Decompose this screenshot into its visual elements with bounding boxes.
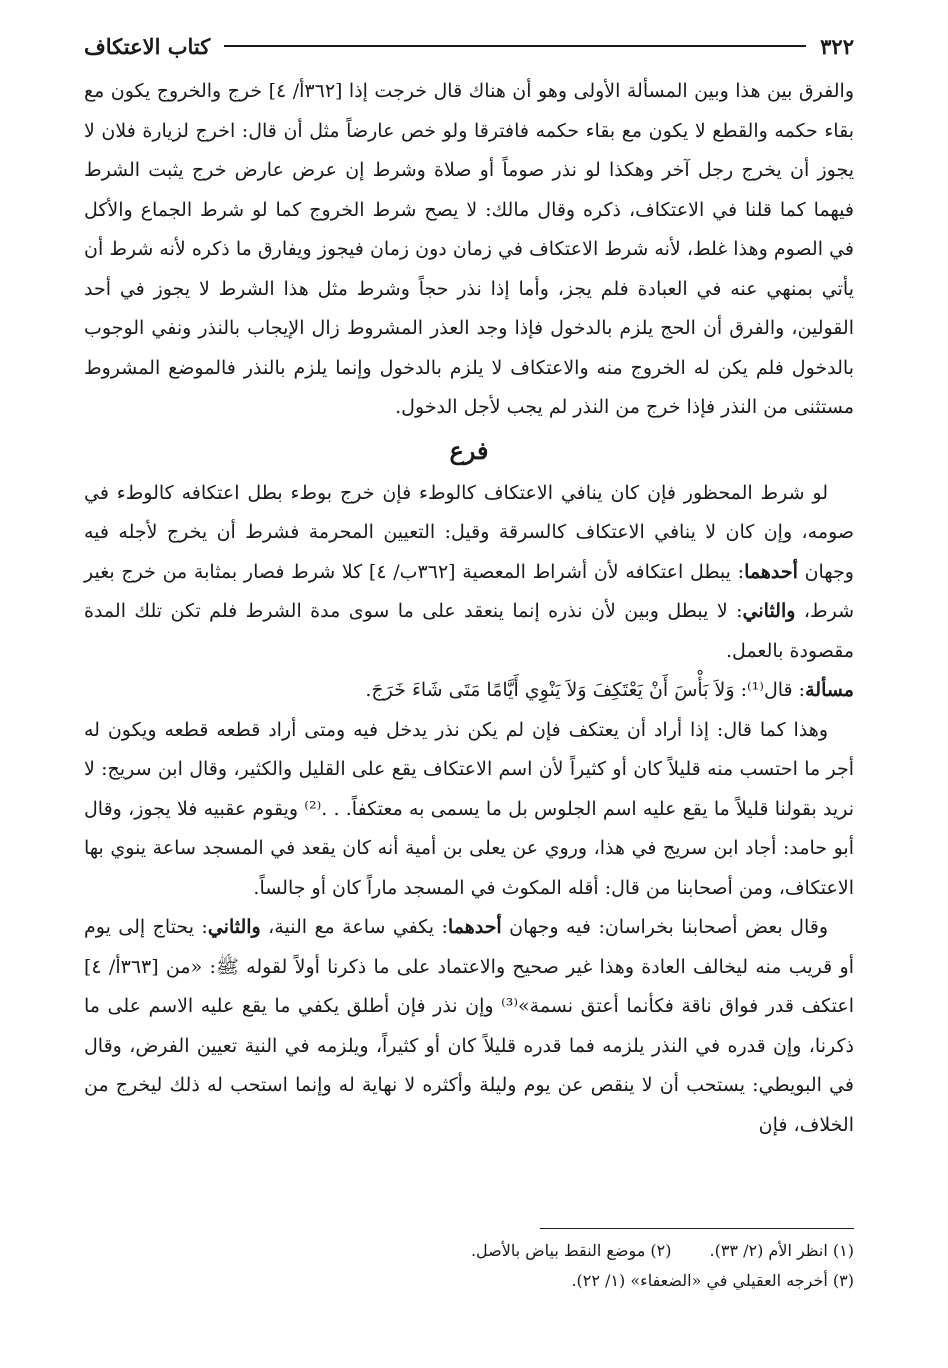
header-rule [224, 45, 806, 47]
first-opinion-label: أحدهما [447, 916, 502, 938]
page-number: ٣٢٢ [820, 33, 854, 59]
masala-quote: وَلاَ بَأْسَ أَنْ يَعْتَكِفَ وَلاَ يَنْوِي أَيَّامًا مَتَى شَاءَ خَرَجَ. [365, 679, 735, 701]
first-opinion-label: أحدهما [744, 560, 798, 583]
paragraph-khurasan: وقال بعض أصحابنا بخراسان: فيه وجهان أحدهما: يكفي ساعة مع النية، والثاني: يحتاج إلى يوم أو قريب منه ليخالف العادة وهذا غير صحيح والاعتماد على ما ذكرنا أولاً لقوله ﷺ: «من [٣٦٣أ/ ٤] اعتكف قدر فواق ناقة فكأنما أعتق نسمة»⁽³⁾ وإن نذر فإن أطلق يكفي ما يقع عليه الاسم على ما ذكرنا، وإن قدره في النذر يلزمه فما قدره قليلاً كان أو كثيراً، ويلزمه في النية تعيين الفرض، وقال في البويطي: يستحب أن لا ينقص عن يوم وليلة وأكثره لا نهاية له وإنما استحب له ذلك ليخرج من الخلاف، فإن [84, 916, 854, 1136]
footnote-3: (٣) أخرجه العقيلي في «الضعفاء» (١/ ٢٢). [571, 1271, 854, 1290]
footnote-1: (١) انظر الأم (٢/ ٣٣). [709, 1241, 854, 1260]
footnotes [84, 1236, 854, 1296]
page-header [84, 26, 854, 66]
second-opinion-label: والثاني [742, 600, 796, 622]
paragraph-explanation: وهذا كما قال: إذا أراد أن يعتكف فإن لم يكن نذر يدخل فيه ومتى أراد قطعه قطعه ويكون له أجر ما احتسب منه قليلاً كان أو كثيراً لأن اسم الاعتكاف يقع على القليل والكثير، وقال ابن سريج: لا نريد بقولنا قليلاً ما يقع عليه اسم الجلوس بل ما يسمى به معتكفاً. . .⁽²⁾ ويقوم عقبيه فلا يجوز، وقال أبو حامد: أجاد ابن سريج في هذا، وروي عن يعلى بن أمية أنه كان يقعد في المسجد ساعة ينوي بها الاعتكاف، ومن أصحابنا من قال: أقله المكوث في المسجد ماراً كان أو جالساً. [84, 718, 854, 899]
book-title: كتاب الاعتكاف [84, 33, 211, 59]
paragraph-far: لو شرط المحظور فإن كان ينافي الاعتكاف كالوطء فإن خرج بوطء بطل اعتكافه كالوطء في صومه، وإن كان لا ينافي الاعتكاف كالسرقة وقيل: التعيين المحرمة فشرط أن يخرج لأجله فيه وجهان أحدهما: يبطل اعتكافه لأن أشراط المعصية [٣٦٢ب/ ٤] كلا شرط فصار بمثابة من خرج بغير شرط، والثاني: لا يبطل وبين لأن نذره إنما ينعقد على ما سوى مدة الشرط فلم تكن تلك المدة مقصودة بالعمل. [84, 481, 854, 662]
second-opinion-label: والثاني [207, 916, 261, 938]
main-text [84, 72, 854, 1145]
paragraph-difference: والفرق بين هذا وبين المسألة الأولى وهو أن هناك قال خرجت إذا [٣٦٢أ/ ٤] خرج والخروج يكون مع بقاء حكمه والقطع لا يكون مع بقاء حكمه فافترقا ولو خص عارضاً مثل أن قال: اخرج لزيارة فلان لا يجوز أن يخرج رجل آخر وهكذا لو نذر صوماً أو صلاة وشرط إن عرض عارض خرج يثبت الشرط فيهما كما قلنا في الاعتكاف، ذكره وقال مالك: لا يصح شرط الخروج كما لو شرط الجماع والأكل في الصوم وهذا غلط، لأنه شرط الاعتكاف في زمان دون زمان فيجوز ويفارق ما ذكره لأنه شرط أن يأتي بمنهي عنه في العبادة فلم يجز، وأما إذا نذر حجاً وشرط مثل هذا الشرط لا يجوز في أحد القولين، والفرق أن الحج يلزم بالدخول فإذا وجد العذر المشروط زال الإيجاب بالنذر ونفي الوجوب بالدخول فلم يكن له الخروج منه والاعتكاف لا يلزم بالدخول وإنما يلزم بالنذر فالموضع المشروط مستثنى من النذر فإذا خرج من النذر لم يجب لأجل الدخول. [84, 80, 854, 418]
footnote-divider [540, 1228, 854, 1229]
masala-label: مسألة [805, 679, 854, 701]
footnote-2: (٢) موضع النقط بياض بالأصل. [470, 1241, 672, 1260]
masala-line: مسألة: قال⁽¹⁾: وَلاَ بَأْسَ أَنْ يَعْتَكِفَ وَلاَ يَنْوِي أَيَّامًا مَتَى شَاءَ خَرَجَ. [365, 679, 854, 701]
section-title: فرع [449, 435, 489, 465]
